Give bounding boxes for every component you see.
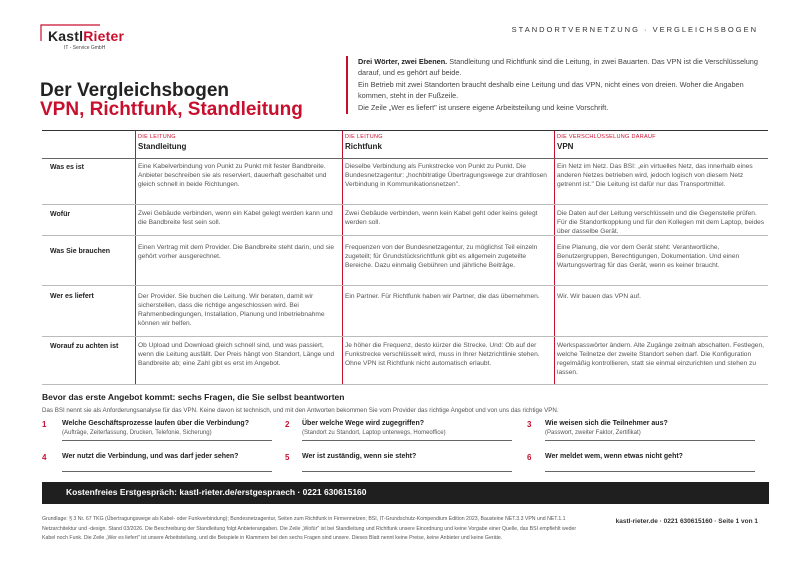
logo-name: KastlRieter <box>48 28 125 44</box>
row-divider <box>42 158 768 159</box>
table-cell: Der Provider. Sie buchen die Leitung. Wir beraten, damit wir sicherstellen, dass die richtige angeschlossen wird. Bei Rahmenbedingungen, Installation, Planung und Inbetriebnahme können wir helfen. <box>138 293 325 327</box>
questions-subtitle: Das BSI nennt sie als Anforderungsanalyse für das VPN. Keine davon ist technisch, und mit den Antworten bekommen Sie vom Provider das richtige Angebot und von uns das richtige VPN. <box>42 407 559 414</box>
question-text: Wer nutzt die Verbindung, und was darf jeder sehen? <box>62 453 239 460</box>
table-cell: Einen Vertrag mit dem Provider. Die Bandbreite steht darin, und sie gehört vorher ausgerechnet. <box>138 244 335 260</box>
table-cell: Eine Kabelverbindung von Punkt zu Punkt mit fester Bandbreite. Anbieter beschreiben sie als reserviert, dauerhaft geschaltet und gleich schnell in beide Richtungen. <box>138 163 327 188</box>
column-title-standleitung: Standleitung <box>138 142 187 151</box>
column-divider <box>135 131 136 385</box>
footer-contact: kastl-rieter.de · 0221 630615160 · Seite 1 von 1 <box>615 518 758 525</box>
question-text: Über welche Wege wird zugegriffen? <box>302 420 425 427</box>
page-subtitle: VPN, Richtfunk, Standleitung <box>40 99 303 120</box>
table-cell: Ein Netz im Netz. Das BSI: „ein virtuelles Netz, das innerhalb eines anderen Netzes betrieben wird, jedoch logisch von diesem Netz getrennt ist." Die Leitung ist dafür nur das Transportmittel. <box>557 163 753 188</box>
answer-line[interactable] <box>302 440 512 441</box>
table-cell: Wir. Wir bauen das VPN auf. <box>557 293 641 300</box>
column-title-vpn: VPN <box>557 142 574 151</box>
table-cell: Ob Upload und Download gleich schnell sind, und was passiert, wenn die Leitung ausfällt. Der Preis hängt von Standort, Länge und Bandbreite ab; eine Zahl gibt es erst im Angebot. <box>138 342 335 367</box>
column-kicker: DIE LEITUNG <box>138 134 176 140</box>
intro-paragraph-3: Die Zeile „Wer es liefert" ist unsere eigene Arbeitsteilung und keine Vorschrift. <box>358 103 609 112</box>
questions-title: Bevor das erste Angebot kommt: sechs Fragen, die Sie selbst beantworten <box>42 392 345 402</box>
table-cell: Werkspasswörter ändern. Alte Zugänge zeitnah abschalten. Festlegen, welche Teilnetze der zweite Standort sehen darf. Die Konfiguration regelmäßig kontrollieren, statt sie einmal einzurichten und stehen zu lassen. <box>557 342 764 376</box>
comparison-table <box>42 130 768 384</box>
table-cell: Je höher die Frequenz, desto kürzer die Strecke. Und: Ob auf der Funkstrecke verschlüsselt wird, muss in Ihrer Netzrichtlinie stehen. Ohne VPN ist Richtfunk nicht automatisch erlaubt. <box>345 342 540 367</box>
table-cell: Zwei Gebäude verbinden, wenn kein Kabel geht oder keins gelegt werden soll. <box>345 210 538 226</box>
question-hint: (Passwort, zweiter Faktor, Zertifikat) <box>545 430 641 436</box>
column-divider <box>342 131 343 385</box>
question-text: Wer meldet wem, wenn etwas nicht geht? <box>545 453 683 460</box>
question-number: 4 <box>42 453 47 462</box>
company-logo <box>40 24 125 54</box>
row-label-was-es-ist: Was es ist <box>50 164 84 171</box>
table-cell: Ein Partner. Für Richtfunk haben wir Partner, die das übernehmen. <box>345 293 540 300</box>
row-divider <box>42 285 768 286</box>
table-cell: Eine Planung, die vor dem Gerät steht: Verantwortliche, Benutzergruppen, Berechtigungen, Dokumentation. Und einen Wartungsvertrag für das Gerät, wenn es keiner braucht. <box>557 244 740 269</box>
answer-line[interactable] <box>545 471 755 472</box>
row-label-worauf-zu-achten: Worauf zu achten ist <box>50 343 119 350</box>
answer-line[interactable] <box>545 440 755 441</box>
footer-sources: Grundlage: § 3 Nr. 67 TKG (Übertragungswege als Kabel- oder Funkverbindung); Bundesnetzagentur, Seiten zum Richtfunk in Firmennetzen; BSI, IT-Grundschutz-Kompendium Edition 2023, Bausteine NET.3.3 VPN und NET.1.1 Netzarchitektur und -design. Stand 03/2026. Die Beschreibung der Standleitung folgt Anbieterangaben. Die Zeile „Wofür" ist bei Standleitung und Richtfunk unsere Einordnung und keine Vorgabe einer Quelle, das BSI empfiehlt weder Kabel noch Funk. Die Zeile „Wer es liefert" ist unsere Arbeitsteilung, und die Beispiele in Klammern bei den sechs Fragen sind unsere. Dieses Blatt nennt keine Preise, keine Anbieter und keine Geräte. <box>42 516 577 541</box>
column-kicker: DIE LEITUNG <box>345 134 383 140</box>
question-number: 2 <box>285 420 290 429</box>
cta-bar[interactable] <box>42 482 769 504</box>
question-text: Welche Geschäftsprozesse laufen über die Verbindung? <box>62 420 249 427</box>
question-hint: (Standort zu Standort, Laptop unterwegs, Homeoffice) <box>302 430 446 436</box>
question-number: 1 <box>42 420 47 429</box>
question-text: Wie weisen sich die Teilnehmer aus? <box>545 420 668 427</box>
row-label-wer-es-liefert: Wer es liefert <box>50 293 94 300</box>
row-divider <box>42 204 768 205</box>
table-cell: Die Daten auf der Leitung verschlüsseln und die Gegenstelle prüfen. Für die Standortkopplung und für den Kollegen mit dem Laptop, beides über dasselbe Gerät. <box>557 210 765 235</box>
row-label-was-sie-brauchen: Was Sie brauchen <box>50 248 111 255</box>
table-cell: Dieselbe Verbindung als Funkstrecke von Punkt zu Punkt. Die Bundesnetzagentur: „hochbitratige Übertragungswege zur drahtlosen Verbindung in Kommunikationsnetzen". <box>345 163 547 188</box>
cta-text[interactable]: Kostenfreies Erstgespräch: kastl-rieter.de/erstgespraech · 0221 630615160 <box>66 487 367 497</box>
page-title: Der Vergleichsbogen <box>40 80 230 101</box>
row-divider <box>42 336 768 337</box>
column-title-richtfunk: Richtfunk <box>345 142 382 151</box>
question-number: 3 <box>527 420 532 429</box>
question-number: 5 <box>285 453 290 462</box>
logo-tagline: IT - Service GmbH <box>64 45 106 51</box>
table-cell: Zwei Gebäude verbinden, wenn ein Kabel gelegt werden kann und die Bandbreite fest sein soll. <box>138 210 333 226</box>
question-hint: (Aufträge, Zeiterfassung, Drucken, Telefonie, Sicherung) <box>62 430 212 436</box>
row-divider <box>42 384 768 385</box>
header-label: STANDORTVERNETZUNG · VERGLEICHSBOGEN <box>511 25 758 34</box>
answer-line[interactable] <box>62 440 272 441</box>
answer-line[interactable] <box>62 471 272 472</box>
question-number: 6 <box>527 453 532 462</box>
row-label-wofuer: Wofür <box>50 211 71 218</box>
question-text: Wer ist zuständig, wenn sie steht? <box>302 453 417 460</box>
answer-line[interactable] <box>302 471 512 472</box>
column-divider <box>554 131 555 385</box>
intro-paragraph-2: Ein Betrieb mit zwei Standorten braucht deshalb eine Leitung und das VPN, nicht eines von dreien. Woher die Angaben kommen, steht in der Fußzeile. <box>358 80 744 100</box>
column-kicker: DIE VERSCHLÜSSELUNG DARAUF <box>557 134 656 140</box>
table-cell: Frequenzen von der Bundesnetzagentur, zu möglichst Teil einzeln zugeteilt; für Grundstücksrichtfunk gibt es allgemein zugeteilte Bereiche. Dazu einmalig Gebühren und jährliche Beiträge. <box>345 244 538 269</box>
intro-box <box>346 56 766 114</box>
intro-paragraph-1: Drei Wörter, zwei Ebenen. Standleitung und Richtfunk sind die Leitung, in zwei Bauarten. Das VPN ist die Verschlüsselung darauf, und es gehört auf beide. <box>358 57 758 77</box>
